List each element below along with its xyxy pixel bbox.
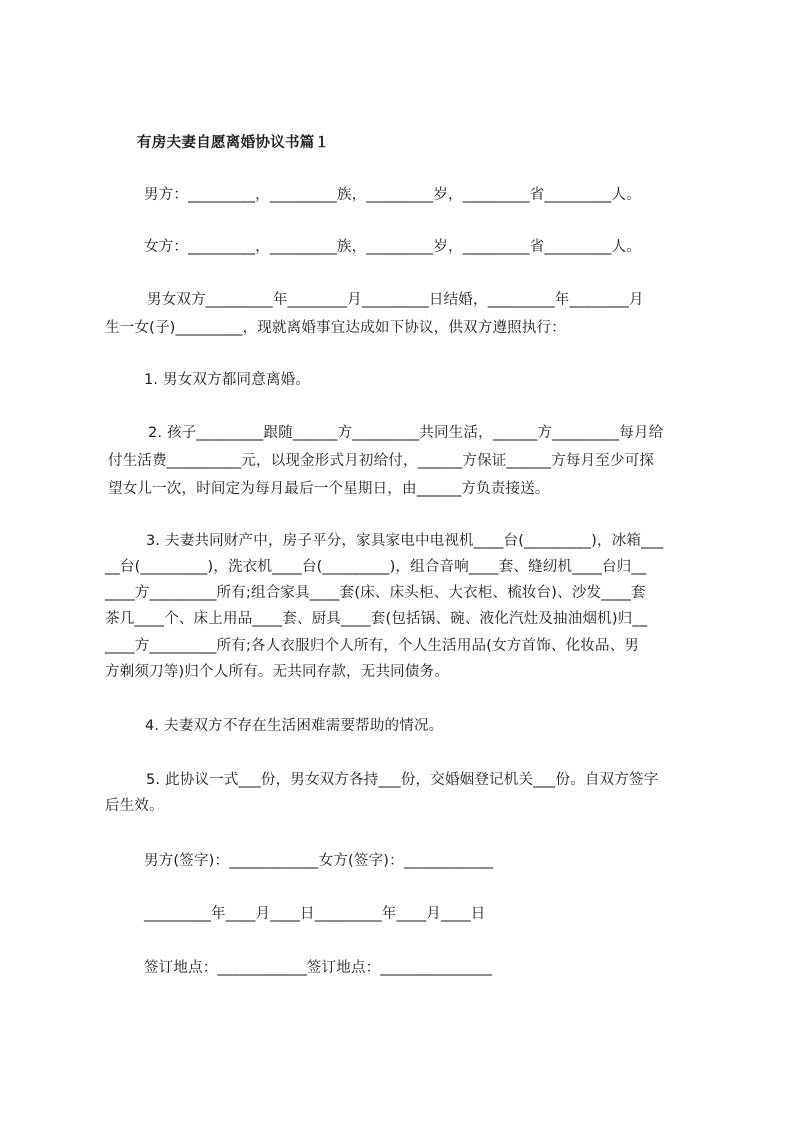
clause-3-line-1: 3. 夫妻共同财产中，房子平分，家具家电中电视机____台(_________)，冰箱___ (146, 533, 664, 549)
clause-3-line-6: 方剃须刀等)归个人所有。无共同存款，无共同债务。 (105, 664, 449, 680)
clause-3-line-3: ____方_________所有;组合家具____套(床、床头柜、大衣柜、梳妆台)、沙发____套 (105, 585, 646, 601)
clause-1: 1. 男女双方都同意离婚。 (144, 372, 311, 388)
signature-line: 男方(签字)：____________女方(签字)：____________ (144, 853, 494, 869)
clause-3-line-2: __台(_________)，洗衣机____台(_________)，组合音响____套、缝纫机____台归__ (105, 559, 647, 575)
intro-line-2: 生一女(子)_________，现就离婚事宜达成如下协议，供双方遵照执行： (105, 320, 566, 336)
clause-3-line-4: 茶几____个、床上用品____套、厨具____套(包括锅、碗、液化汽灶及抽油烟机)归__ (105, 611, 648, 627)
intro-line-1: 男女双方_________年________月_________日结婚，_________年________月 (147, 292, 644, 308)
date-line: _________年____月____日_________年____月____日 (144, 906, 486, 922)
clause-2-line-2: 付生活费__________元，以现金形式月初给付，______方保证______方每月至少可探 (108, 453, 655, 469)
clause-4: 4. 夫妻双方不存在生活困难需要帮助的情况。 (145, 718, 444, 734)
clause-2-line-1: 2. 孩子_________跟随______方_________共同生活，______方_________每月给 (148, 425, 664, 441)
document-title: 有房夫妻自愿离婚协议书篇１ (137, 135, 330, 151)
clause-5-line-2: 后生效。 (105, 798, 164, 814)
male-party-line: 男方：_________，_________族，_________岁，_________省_________人。 (144, 187, 641, 203)
clause-5-line-1: 5. 此协议一式___份，男女双方各持___份，交婚姻登记机关___份。自双方签字 (146, 772, 659, 788)
location-line: 签订地点：____________签订地点：_______________ (144, 960, 493, 976)
clause-3-line-5: ____方_________所有;各人衣服归个人所有，个人生活用品(女方首饰、化妆品、男 (105, 638, 640, 654)
female-party-line: 女方：_________，_________族，_________岁，_________省_________人。 (144, 239, 641, 255)
clause-2-line-3: 望女儿一次，时间定为每月最后一个星期日，由______方负责接送。 (108, 481, 550, 497)
